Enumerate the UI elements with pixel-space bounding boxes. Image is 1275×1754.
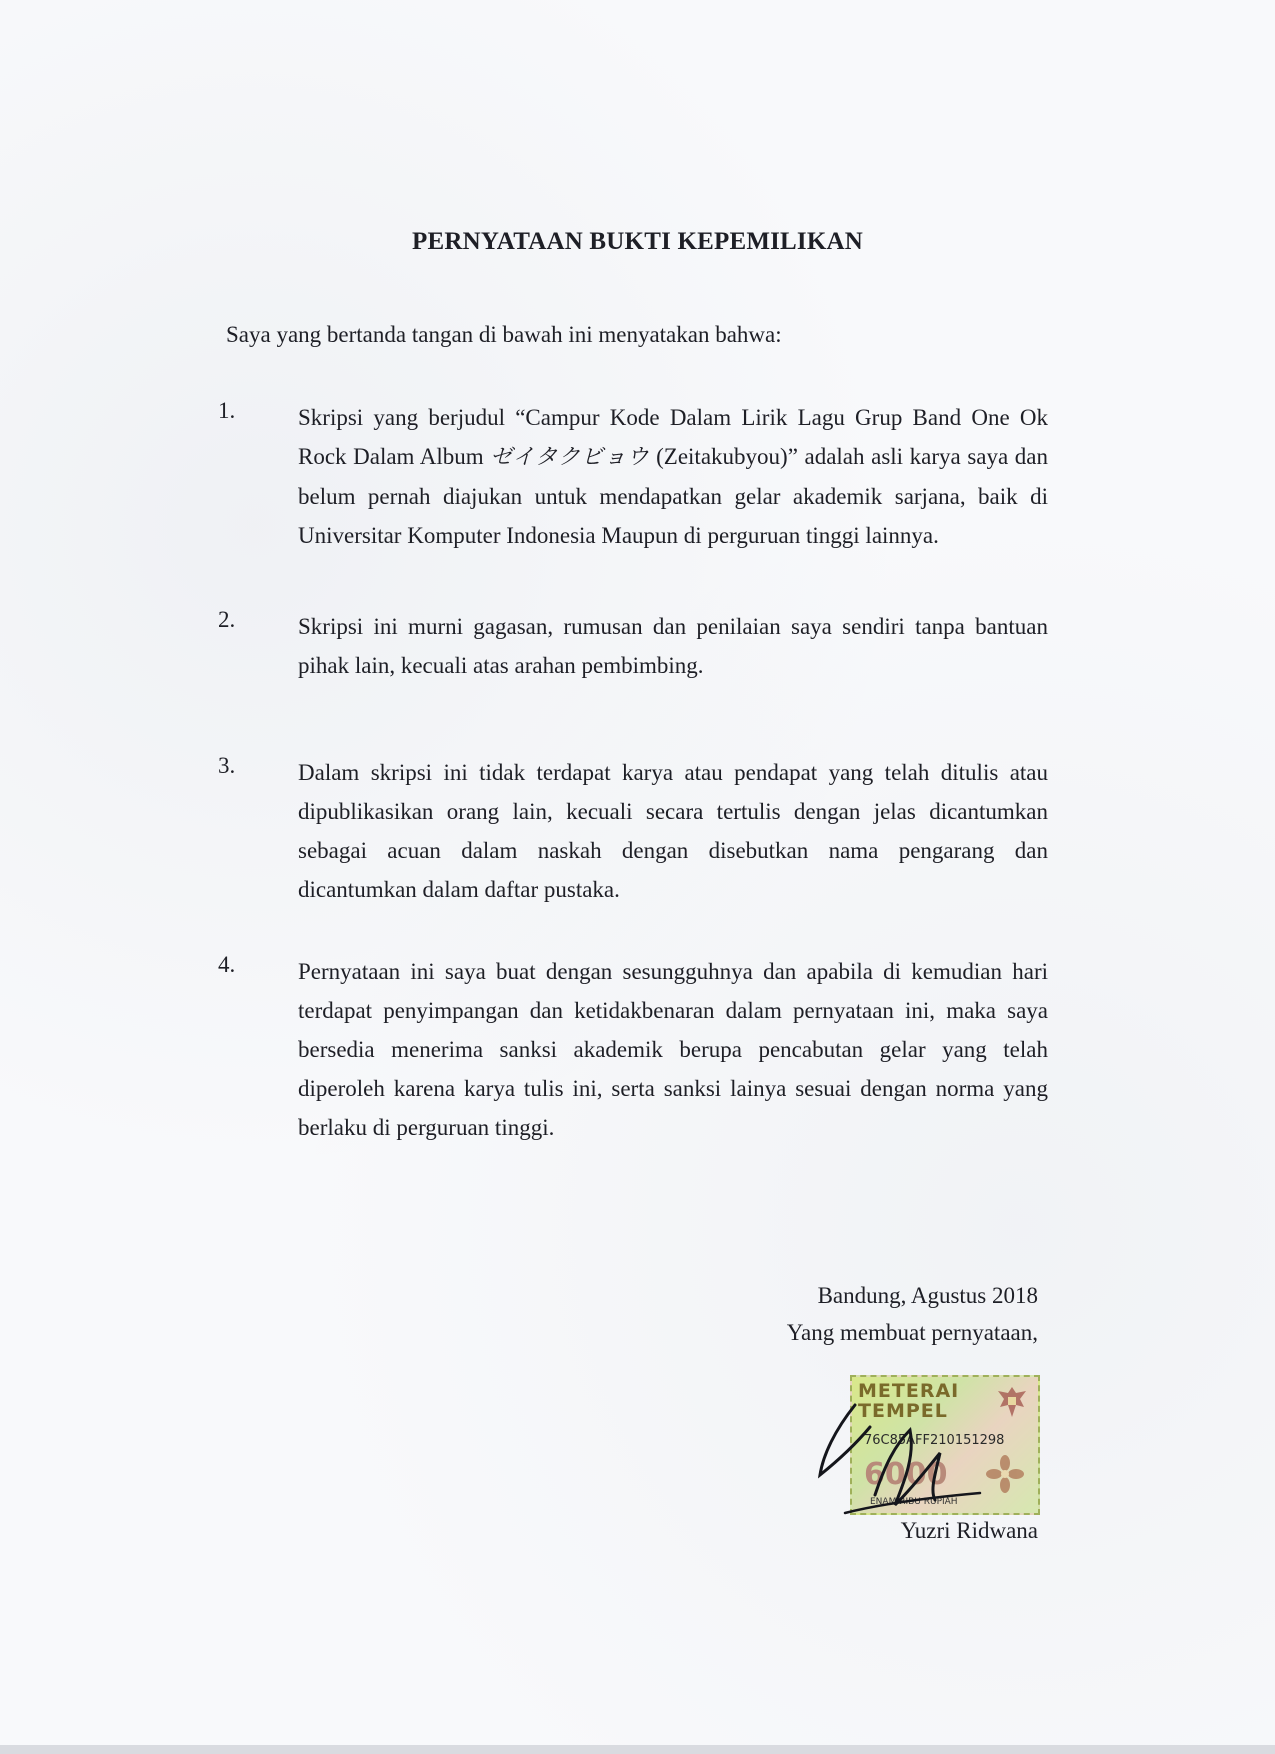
- item-text: Skripsi ini murni gagasan, rumusan dan penilaian saya sendiri tanpa bantuan pihak lain, kecuali atas arahan pembimbing.: [298, 614, 1048, 678]
- item-number: 3.: [218, 753, 236, 778]
- intro-text: Saya yang bertanda tangan di bawah ini menyatakan bahwa:: [226, 322, 782, 347]
- stamp-title-line: TEMPEL: [858, 1400, 948, 1422]
- revenue-stamp: [850, 1375, 1040, 1515]
- item-text: [298, 398, 1048, 555]
- place-date: Bandung, Agustus 2018: [817, 1283, 1038, 1308]
- japanese-album-title: ゼイタクビョウ: [490, 445, 650, 470]
- scan-edge: [0, 1745, 1275, 1754]
- item-text: Dalam skripsi ini tidak terdapat karya atau pendapat yang telah ditulis atau dipublikasikan orang lain, kecuali secara tertulis dengan jelas dicantumkan sebagai acuan dalam naskah dengan disebutkan nama pengarang dan dicantumkan dalam daftar pustaka.: [298, 760, 1048, 902]
- stamp-title: [858, 1381, 959, 1421]
- item-text-part: Skripsi yang berjudul “Campur Kode Dalam Lirik Lagu Grup Band One Ok Rock Dalam Album: [298, 405, 1048, 469]
- stamp-value: 6000: [864, 1457, 948, 1492]
- stamp-value-words: ENAM RIBU RUPIAH: [870, 1497, 958, 1507]
- document-title: PERNYATAAN BUKTI KEPEMILIKAN: [411, 228, 864, 255]
- item-number: 4.: [218, 952, 236, 977]
- stamp-serial: 76C85AFF210151298: [864, 1433, 1005, 1448]
- item-number: 2.: [218, 607, 236, 632]
- item-number: 1.: [218, 398, 236, 423]
- signer-name: Yuzri Ridwana: [900, 1518, 1038, 1543]
- flower-ornament-icon: [986, 1455, 1024, 1493]
- signer-label: Yang membuat pernyataan,: [786, 1320, 1038, 1345]
- item-text: Pernyataan ini saya buat dengan sesungguhnya dan apabila di kemudian hari terdapat penyimpangan dan ketidakbenaran dalam pernyataan ini, maka saya bersedia menerima sanksi akademik berupa pencabutan gelar yang telah diperoleh karena karya tulis ini, serta sanksi lainya sesuai dengan norma yang berlaku di perguruan tinggi.: [298, 959, 1048, 1140]
- item-text-part: (Zeitakubyou)” adalah asli karya saya dan belum pernah diajukan untuk mendapatkan gelar akademik sarjana, baik di Universitar Komputer Indonesia Maupun di perguruan tinggi lainnya.: [298, 444, 1048, 548]
- stamp-title-line: METERAI: [858, 1380, 960, 1402]
- garuda-emblem-icon: [994, 1383, 1030, 1423]
